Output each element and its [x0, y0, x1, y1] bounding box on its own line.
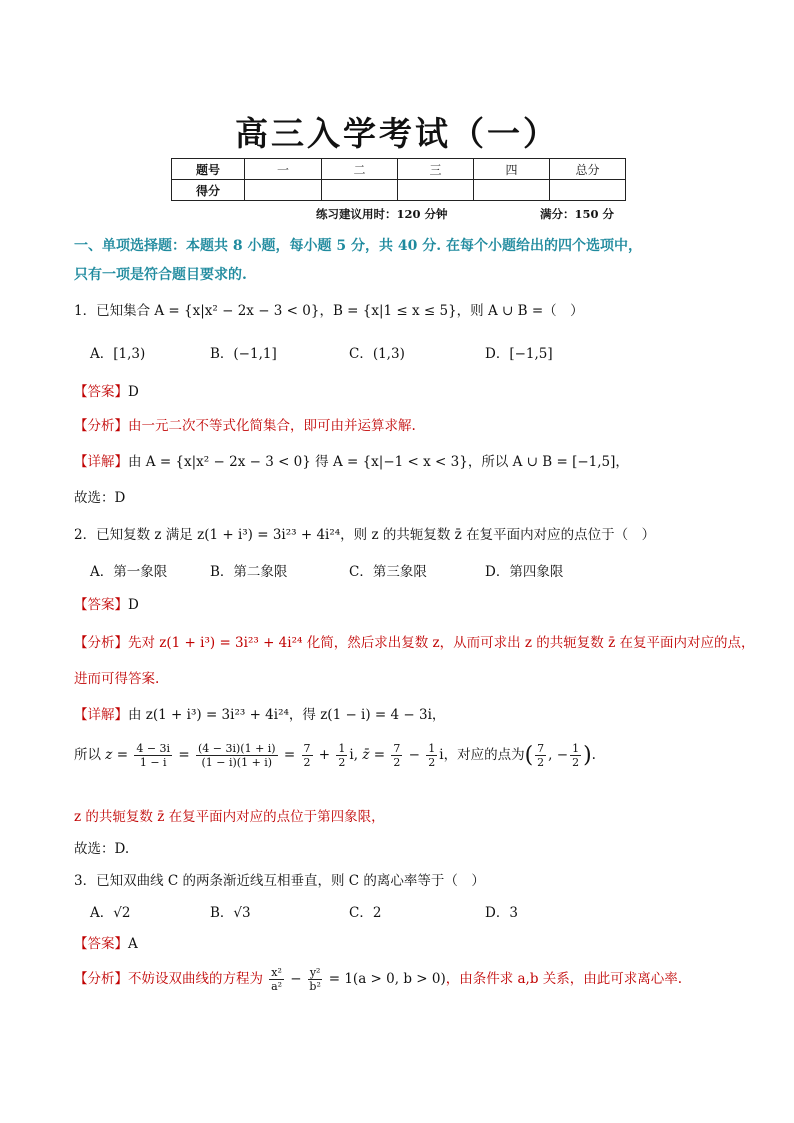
score-header-cell: 一 — [245, 159, 322, 180]
question-2-stem: 2．已知复数 z 满足 z(1 + i³) = 3i²³ + 4i²⁴，则 z 的共轭复数 z̄ 在复平面内对应的点位于（ ） — [74, 527, 656, 543]
q2-analysis — [74, 631, 754, 651]
time-limit: 练习建议用时：120 分钟 — [316, 207, 448, 221]
q2-option-a: A．第一象限 — [90, 564, 168, 580]
so-prefix: 所以 — [74, 747, 101, 763]
q2-answer — [74, 593, 139, 613]
q2-option-b: B．第二象限 — [210, 564, 288, 580]
detail-label: 【详解】 — [74, 707, 128, 723]
q3-option-d: D．3 — [485, 905, 518, 921]
q1-option-c: C．(1,3) — [349, 346, 405, 362]
score-header-cell: 四 — [474, 159, 550, 180]
q1-option-d: D．[−1,5] — [485, 346, 553, 362]
answer-label: 【答案】 — [74, 936, 128, 952]
q1-detail-text: 由 A = {x|x² − 2x − 3 < 0} 得 A = {x|−1 < x < 3}，所以 A ∪ B = [−1,5]， — [128, 454, 629, 470]
score-row-label: 得分 — [172, 180, 245, 201]
section-heading-line2: 只有一项是符合题目要求的. — [74, 267, 247, 283]
q1-answer-value: D — [128, 384, 139, 400]
q3-option-c: C．2 — [349, 905, 382, 921]
score-header-cell: 题号 — [172, 159, 245, 180]
q2-calculation: 所以 z = $\frac{4 - 3i}{1 - i}$ = $\frac{(4 - 3i)(1 + i)}{(1 - i)(1 + i)}$ = $\frac{7}{2}$ + $\frac{1}{2}$ i, z̄ = $\frac{7}{2}$ − $\frac{1}{2}$ i，对应的点为( $\frac{7}{2}$ , − $\frac{1}{2}$ ). — [74, 742, 596, 769]
score-cell — [322, 180, 398, 201]
q1-option-b: B．(−1,1] — [210, 346, 277, 362]
question-3-stem: 3．已知双曲线 C 的两条渐近线互相垂直，则 C 的离心率等于（ ） — [74, 873, 485, 889]
math-var: z — [105, 747, 113, 763]
q3-answer-value: A — [128, 936, 138, 952]
score-header-cell: 总分 — [550, 159, 626, 180]
fraction: $\frac{7}{2}$ — [537, 742, 545, 769]
score-cell — [474, 180, 550, 201]
q2-choose: 故选：D. — [74, 841, 130, 857]
question-1-stem: 1．已知集合 A = {x|x² − 2x − 3 < 0}，B = {x|1 ≤ x ≤ 5}，则 A ∪ B =（ ） — [74, 303, 584, 319]
fraction: $\frac{4 - 3i}{1 - i}$ — [136, 742, 171, 769]
score-table — [171, 158, 626, 201]
q3-analysis: 【分析】不妨设双曲线的方程为 $\frac{\text{x²}}{\text{a²}}$ − $\frac{\text{y²}}{\text{b²}}$ = 1(a > 0, b > 0)，由条件求 a,b 关系，由此可求离心率. — [74, 966, 683, 993]
analysis-label: 【分析】 — [74, 635, 128, 651]
full-score: 满分：150 分 — [540, 207, 615, 221]
q1-answer — [74, 380, 139, 400]
q2-detail-text: 由 z(1 + i³) = 3i²³ + 4i²⁴，得 z(1 − i) = 4 − 3i， — [128, 707, 446, 723]
q3-analysis-text-a: 不妨设双曲线的方程为 — [128, 971, 263, 987]
q3-answer — [74, 932, 138, 952]
q3-option-b: B．√3 — [210, 905, 251, 921]
q2-detail — [74, 703, 445, 723]
q2-option-d: D．第四象限 — [485, 564, 564, 580]
q2-analysis-text: 先对 z(1 + i³) = 3i²³ + 4i²⁴ 化简，然后求出复数 z，从而可求出 z 的共轭复数 z̄ 在复平面内对应的点， — [128, 635, 755, 651]
detail-label: 【详解】 — [74, 454, 128, 470]
q2-option-c: C．第三象限 — [349, 564, 427, 580]
answer-label: 【答案】 — [74, 384, 128, 400]
score-header-cell: 二 — [322, 159, 398, 180]
fraction: $\frac{1}{2}$ — [572, 742, 580, 769]
q1-choose: 故选：D — [74, 490, 126, 506]
fraction: $\frac{1}{2}$ — [428, 742, 436, 769]
q1-option-a: A．[1,3) — [90, 346, 146, 362]
q3-option-a: A．√2 — [90, 905, 131, 921]
fraction: $\frac{(4 - 3i)(1 + i)}{(1 - i)(1 + i)}$ — [197, 742, 276, 769]
score-cell — [245, 180, 322, 201]
fraction: $\frac{7}{2}$ — [303, 742, 311, 769]
q2-conclusion: z 的共轭复数 z̄ 在复平面内对应的点位于第四象限， — [74, 809, 385, 825]
q1-analysis — [74, 414, 416, 434]
analysis-label: 【分析】 — [74, 971, 128, 987]
fraction: $\frac{1}{2}$ — [338, 742, 346, 769]
page-title: 高三入学考试（一） — [235, 114, 559, 153]
q2-analysis-cont: 进而可得答案. — [74, 671, 160, 687]
score-cell — [550, 180, 626, 201]
score-cell — [398, 180, 474, 201]
math-var: z̄ — [362, 747, 370, 763]
q3-analysis-text-b: ，由条件求 a,b 关系，由此可求离心率. — [445, 971, 683, 987]
fraction: $\frac{\text{y²}}{\text{b²}}$ — [309, 966, 321, 993]
point-text: ，对应的点为 — [443, 747, 525, 763]
analysis-label: 【分析】 — [74, 418, 128, 434]
answer-label: 【答案】 — [74, 597, 128, 613]
q1-analysis-text: 由一元二次不等式化简集合，即可由并运算求解. — [128, 418, 416, 434]
q1-detail — [74, 450, 629, 470]
q2-answer-value: D — [128, 597, 139, 613]
fraction: $\frac{7}{2}$ — [393, 742, 401, 769]
section-heading-line1: 一、单项选择题：本题共 8 小题，每小题 5 分，共 40 分. 在每个小题给出的四个选项中， — [74, 238, 642, 254]
score-header-cell: 三 — [398, 159, 474, 180]
fraction: $\frac{\text{x²}}{\text{a²}}$ — [271, 966, 283, 993]
